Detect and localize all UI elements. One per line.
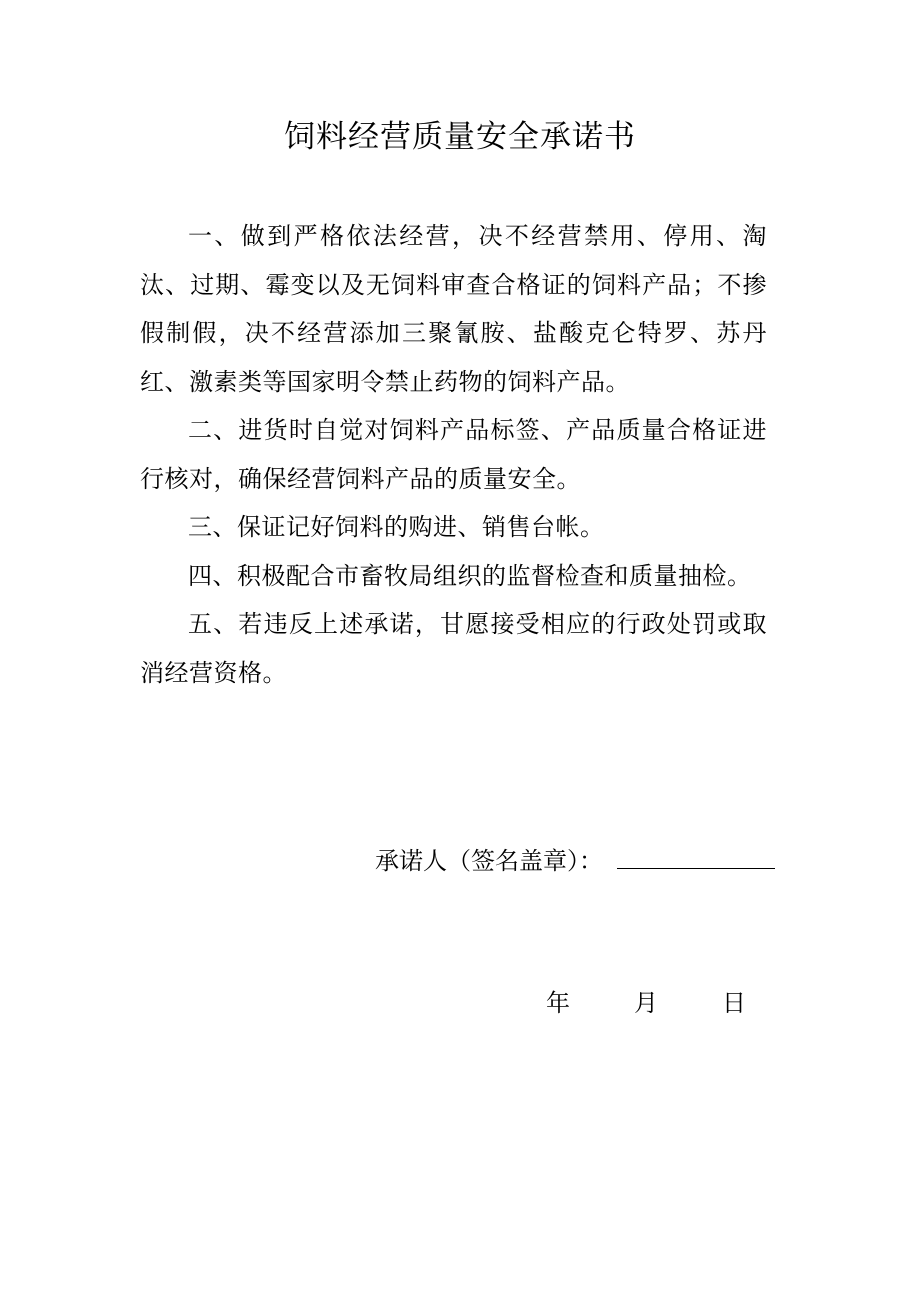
- date-month-label: 月: [634, 989, 658, 1017]
- signature-row: [375, 838, 795, 878]
- date-year-label: 年: [546, 989, 570, 1017]
- clause-paragraph-1: 一、做到严格依法经营，决不经营禁用、停用、淘汰、过期、霉变以及无饲料审查合格证的饲料产品；不掺假制假，决不经营添加三聚氰胺、盐酸克仑特罗、苏丹红、激素类等国家明令禁止药物的饲料产品。: [140, 222, 767, 396]
- clause-paragraph-4: 四、积极配合市畜牧局组织的监督检查和质量抽检。: [188, 561, 752, 590]
- date-day-label: 日: [722, 989, 746, 1017]
- signature-blank-line: [617, 867, 775, 869]
- clause-paragraph-3: 三、保证记好饲料的购进、销售台帐。: [188, 513, 605, 541]
- clause-paragraph-2: 二、进货时自觉对饲料产品标签、产品质量合格证进行核对，确保经营饲料产品的质量安全。: [140, 416, 767, 493]
- signature-label: 承诺人（签名盖章）：: [375, 846, 603, 875]
- clause-paragraph-5: 五、若违反上述承诺，甘愿接受相应的行政处罚或取消经营资格。: [140, 610, 767, 687]
- document-title: 饲料经营质量安全承诺书: [284, 119, 636, 155]
- document-body: [140, 212, 767, 697]
